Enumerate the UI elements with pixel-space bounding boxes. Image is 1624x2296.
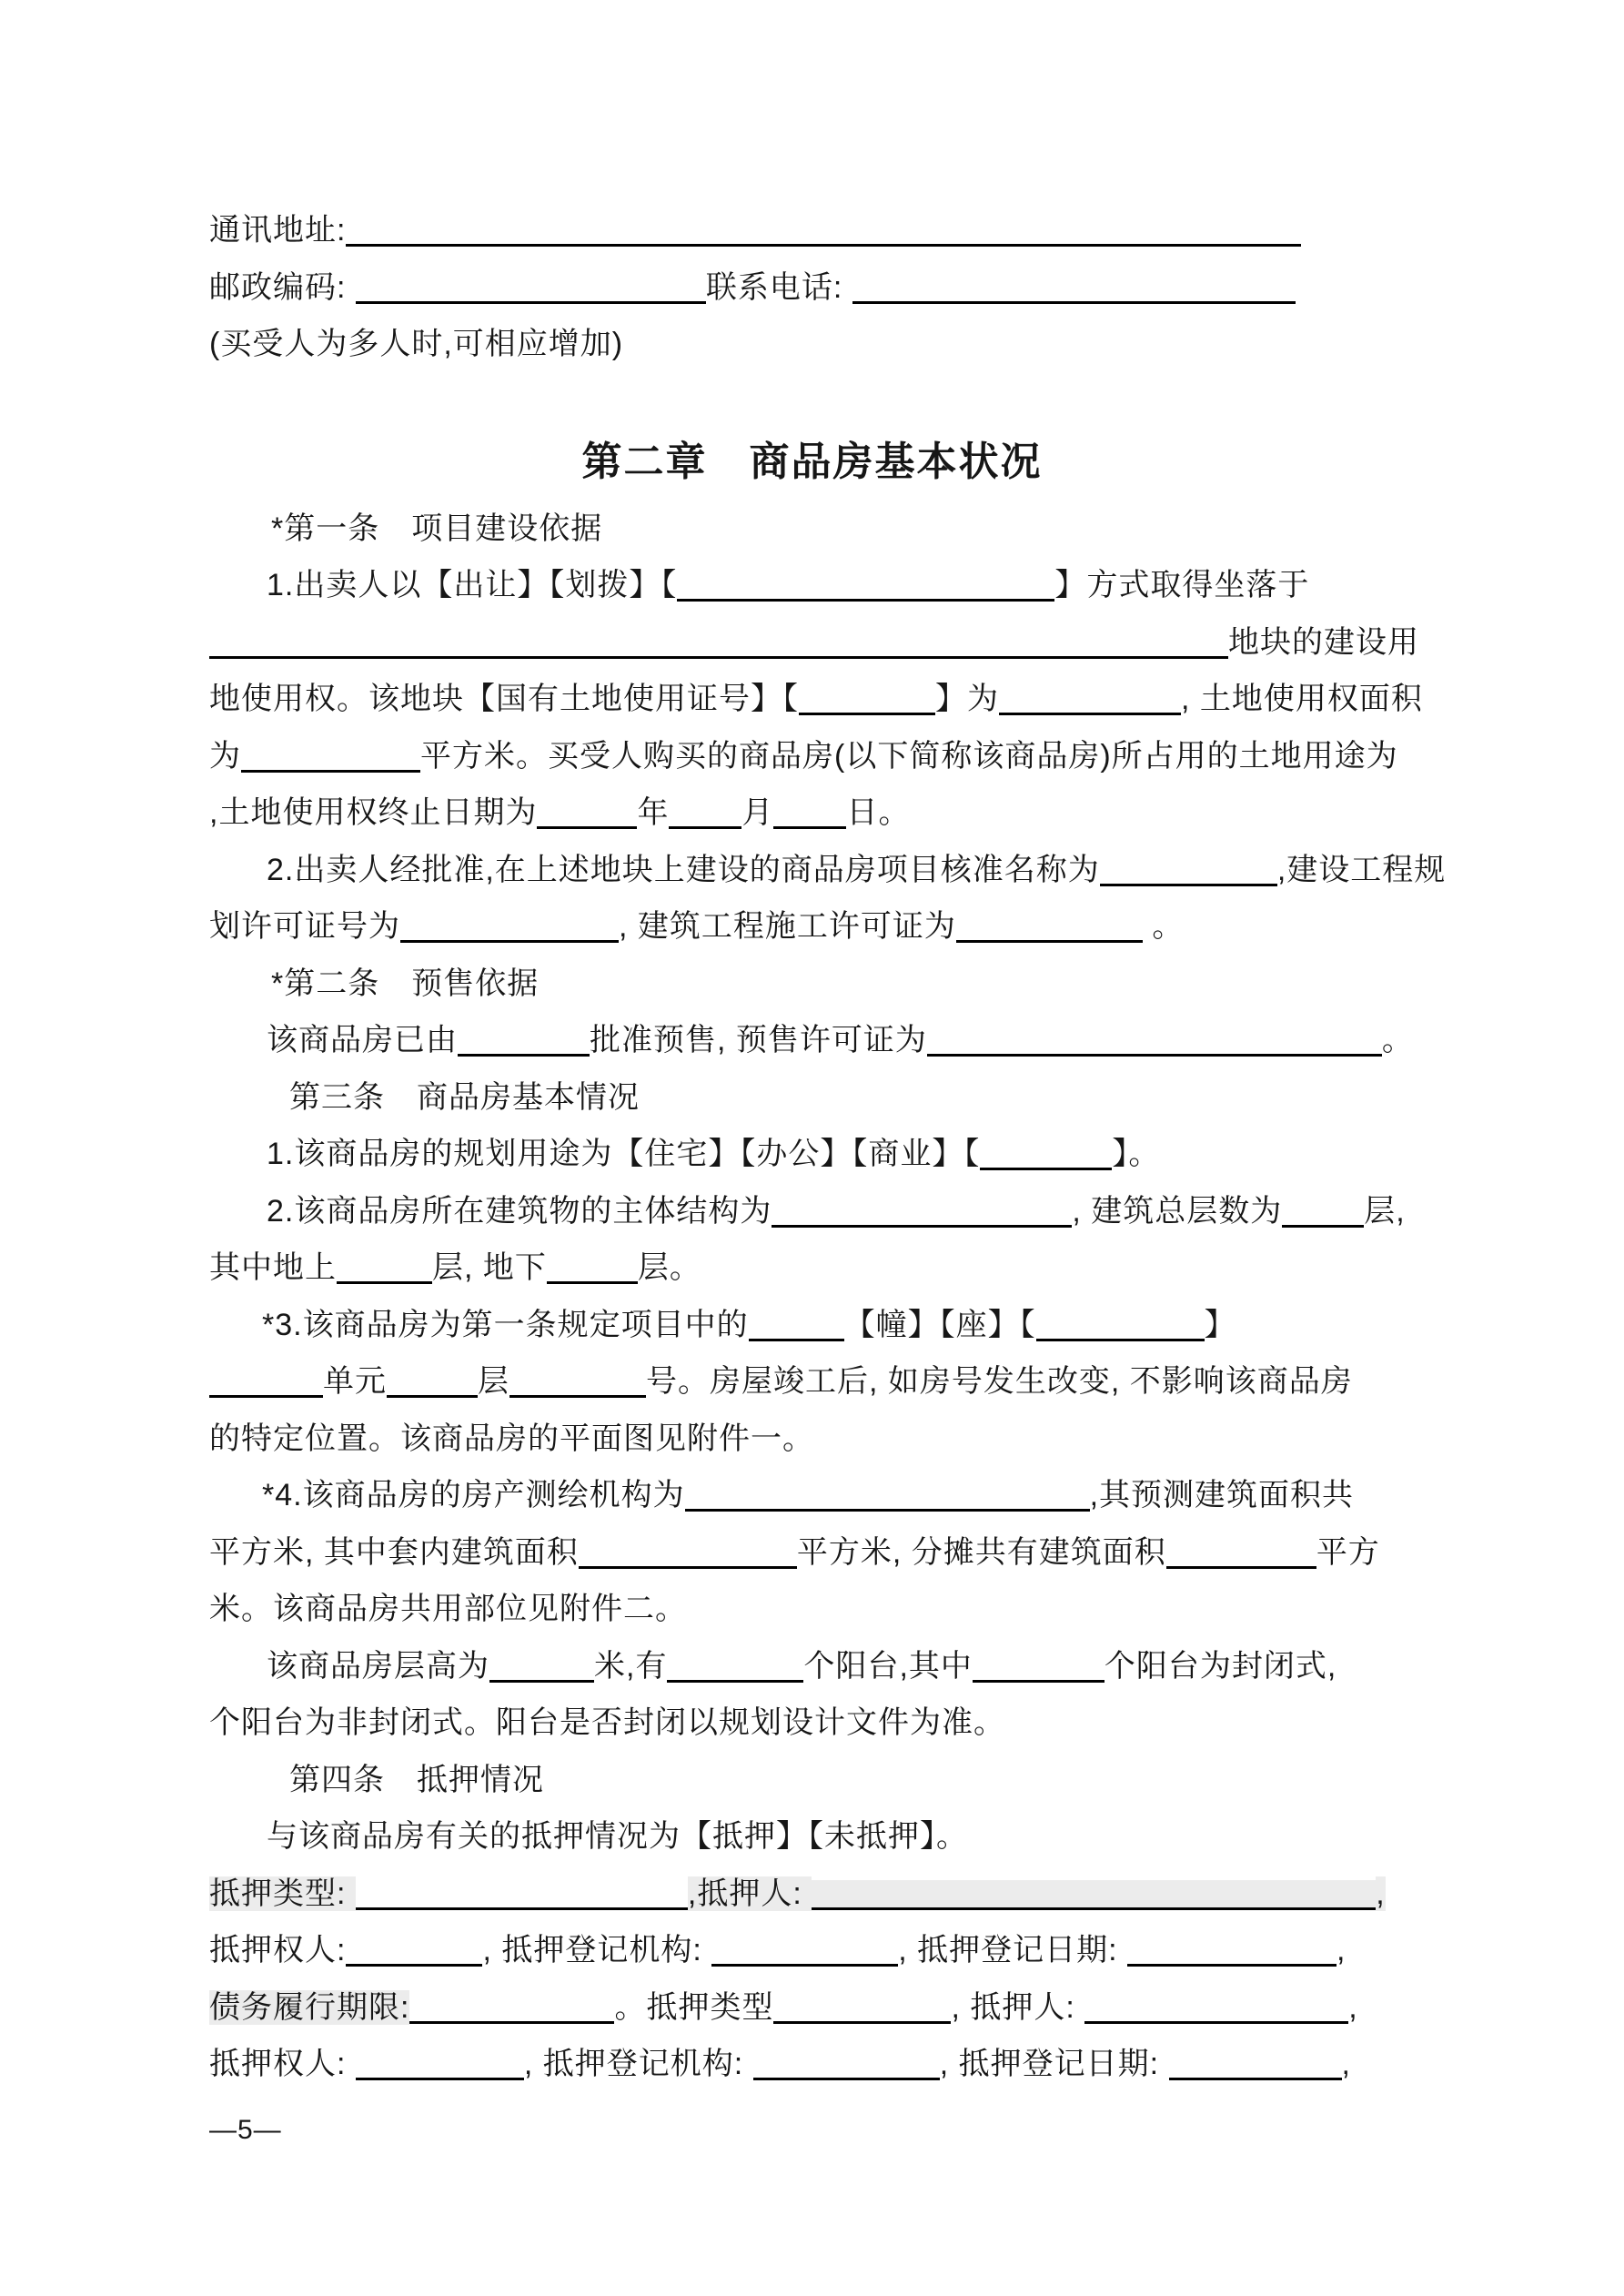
blank-field [346, 1937, 482, 1967]
contract-line [209, 842, 1447, 899]
text-run: ,抵押人: [687, 1876, 812, 1911]
text-run: 其中地上 [209, 1250, 337, 1285]
blank-field [547, 1254, 638, 1284]
text-run: 号。房屋竣工后, 如房号发生改变, 不影响该商品房 [646, 1364, 1353, 1399]
text-run: 米。该商品房共用部位见附件二。 [209, 1592, 687, 1626]
text-run: , 建筑总层数为 [1072, 1193, 1283, 1229]
text-run: 平方米, 其中套内建筑面积 [209, 1534, 579, 1570]
text-run: 的特定位置。该商品房的平面图见附件一。 [209, 1421, 814, 1456]
text-run: 抵押权人: [209, 1933, 347, 1967]
text-run: 地使用权。该地块【国有土地使用证号】【 [209, 682, 799, 716]
blank-field [1100, 856, 1277, 886]
contract-line [209, 1411, 1415, 1468]
text-run: *第一条 项目建设依据 [271, 511, 603, 546]
contract-line [209, 956, 1415, 1013]
contract-line [209, 1297, 1415, 1354]
text-run: 通讯地址: [209, 213, 347, 248]
text-run: (买受人为多人时,可相应增加) [209, 327, 624, 361]
text-run: 联系电话: [705, 269, 852, 305]
blank-field [1169, 2050, 1342, 2080]
text-run: 平方米, 分摊共有建筑面积 [796, 1534, 1166, 1570]
text-run: , 抵押登记机构: [523, 2047, 753, 2081]
blank-field [241, 743, 420, 773]
text-run: 批准预售, 预售许可证为 [590, 1023, 927, 1057]
text-run: 个阳台为非封闭式。阳台是否封闭以规划设计文件为准。 [209, 1705, 1005, 1740]
text-run: 个阳台为封闭式, [1104, 1648, 1337, 1684]
text-run: 平方米。买受人购买的商品房(以下简称该商品房)所占用的土地用途为 [420, 738, 1398, 774]
text-run: 债务履行期限: [209, 1989, 410, 2025]
blank-field [773, 1994, 951, 2024]
text-run: ,建设工程规 [1276, 852, 1447, 887]
blank-field [509, 1368, 646, 1398]
contract-line [209, 316, 1415, 373]
contract-line [209, 1752, 1415, 1809]
blank-field [346, 217, 1301, 247]
text-run: 抵押权人: [209, 2047, 356, 2081]
text-run: , [1376, 1876, 1386, 1911]
text-run: 米,有 [594, 1648, 668, 1684]
blank-field [356, 274, 706, 304]
blank-field [799, 685, 935, 715]
text-run: 层。 [637, 1250, 701, 1285]
text-run: 2.该商品房所在建筑物的主体结构为 [267, 1193, 772, 1229]
contract-line [209, 1524, 1415, 1582]
text-run: 地块的建设用 [1228, 624, 1419, 660]
blank-field [1282, 1198, 1364, 1228]
text-run: 平方 [1316, 1534, 1380, 1570]
text-run: 层, [1364, 1193, 1406, 1229]
blank-field [772, 1198, 1072, 1228]
text-run: 【幢】【座】【 [843, 1307, 1036, 1342]
text-run: 为 [209, 738, 241, 774]
blank-field [409, 1994, 614, 2024]
contract-line [209, 784, 1415, 842]
blank-field [1166, 1539, 1316, 1569]
contract-line [209, 1922, 1415, 1979]
text-run: 】 [1204, 1307, 1236, 1342]
contract-lines-before-title [209, 202, 1415, 373]
contract-line [209, 202, 1415, 259]
blank-field [956, 913, 1143, 943]
blank-field [685, 1482, 1090, 1512]
text-run: 。 [1381, 1023, 1414, 1057]
text-run: 日。 [846, 795, 911, 830]
blank-field [669, 799, 741, 829]
page-number: —5— [209, 2114, 282, 2145]
blank-field [753, 2050, 940, 2080]
blank-field [812, 1880, 1376, 1910]
text-run: 。抵押类型 [614, 1989, 774, 2025]
blank-field [852, 274, 1296, 304]
contract-line [209, 1581, 1415, 1638]
contract-line [209, 614, 1419, 672]
contract-line [209, 259, 1415, 317]
blank-field [980, 1140, 1112, 1170]
text-run: 个阳台,其中 [803, 1648, 973, 1684]
contract-line [209, 1183, 1415, 1240]
contract-line [209, 671, 1423, 728]
text-run: , 抵押登记机构: [482, 1933, 712, 1967]
text-run: 层 [478, 1364, 509, 1399]
text-run: , 抵押登记日期: [898, 1933, 1128, 1967]
text-run: 】为 [935, 682, 999, 716]
blank-field [1127, 1937, 1337, 1967]
blank-field [400, 913, 619, 943]
text-run: 与该商品房有关的抵押情况为【抵押】【未抵押】。 [267, 1819, 968, 1854]
blank-field [458, 1027, 590, 1057]
contract-line [209, 1353, 1415, 1411]
text-run: 。 [1142, 909, 1185, 944]
text-run: , [1341, 2047, 1351, 2081]
blank-field [209, 629, 1228, 659]
contract-line [209, 1012, 1415, 1069]
contract-line [209, 501, 1415, 558]
blank-field [579, 1539, 797, 1569]
text-run: *第二条 预售依据 [271, 966, 540, 1001]
contract-line [209, 898, 1415, 956]
text-run: 1.出卖人以【出让】【划拨】【 [267, 568, 678, 602]
blank-field [356, 2050, 524, 2080]
blank-field [1036, 1311, 1205, 1341]
contract-line [209, 1467, 1415, 1524]
text-run: 邮政编码: [209, 269, 356, 305]
text-run: ,其预测建筑面积共 [1089, 1478, 1355, 1512]
contract-line [209, 557, 1415, 614]
text-run: 该商品房已由 [267, 1023, 458, 1057]
text-run: 第四条 抵押情况 [289, 1762, 544, 1797]
contract-line [209, 1979, 1415, 2037]
blank-field [209, 1368, 323, 1398]
blank-field [749, 1311, 844, 1341]
text-run: 】。 [1112, 1137, 1161, 1171]
blank-field [927, 1027, 1382, 1057]
blank-field [489, 1653, 594, 1683]
contract-line [209, 2036, 1415, 2093]
text-run: *3.该商品房为第一条规定项目中的 [262, 1307, 749, 1342]
blank-field [773, 799, 846, 829]
text-run: 该商品房层高为 [267, 1648, 489, 1684]
text-run: 1.该商品房的规划用途为【住宅】【办公】【商业】【 [267, 1137, 981, 1171]
blank-field [667, 1653, 803, 1683]
text-run: , 抵押人: [951, 1989, 1085, 2025]
text-run: , 抵押登记日期: [939, 2047, 1169, 2081]
contract-line [209, 728, 1415, 785]
text-run: 2.出卖人经批准,在上述地块上建设的商品房项目核准名称为 [267, 852, 1100, 887]
text-run: , [1337, 1933, 1347, 1967]
blank-field [387, 1368, 478, 1398]
chapter-title: 第二章 商品房基本状况 [581, 439, 1043, 484]
contract-line [209, 1126, 1415, 1183]
contract-line [209, 1239, 1415, 1297]
text-run: 第三条 商品房基本情况 [289, 1079, 640, 1115]
text-run: , 土地使用权面积 [1181, 682, 1423, 716]
text-run: , [1348, 1989, 1358, 2025]
text-run: 单元 [323, 1364, 387, 1399]
blank-field [537, 799, 637, 829]
blank-field [711, 1937, 898, 1967]
text-run: 抵押类型: [209, 1876, 356, 1911]
text-run: 】方式取得坐落于 [1054, 568, 1310, 602]
text-run: 年 [637, 795, 670, 830]
contract-line [209, 1638, 1415, 1695]
blank-field [973, 1653, 1105, 1683]
contract-line [209, 1069, 1415, 1127]
contract-lines-after-title [209, 501, 1447, 2093]
text-run: 月 [741, 795, 774, 830]
text-run: ,土地使用权终止日期为 [209, 795, 538, 830]
text-run: *4.该商品房的房产测绘机构为 [262, 1478, 685, 1512]
blank-field [1084, 1994, 1348, 2024]
contract-line [209, 1694, 1415, 1752]
text-run: 层, 地下 [432, 1250, 547, 1285]
contract-line [209, 1866, 1415, 1923]
text-run: 划许可证号为 [209, 909, 400, 944]
blank-field [337, 1254, 432, 1284]
blank-field [677, 571, 1054, 602]
blank-field [356, 1880, 688, 1910]
contract-line [209, 1808, 1415, 1866]
blank-field [999, 685, 1181, 715]
text-run: , 建筑工程施工许可证为 [619, 909, 956, 944]
